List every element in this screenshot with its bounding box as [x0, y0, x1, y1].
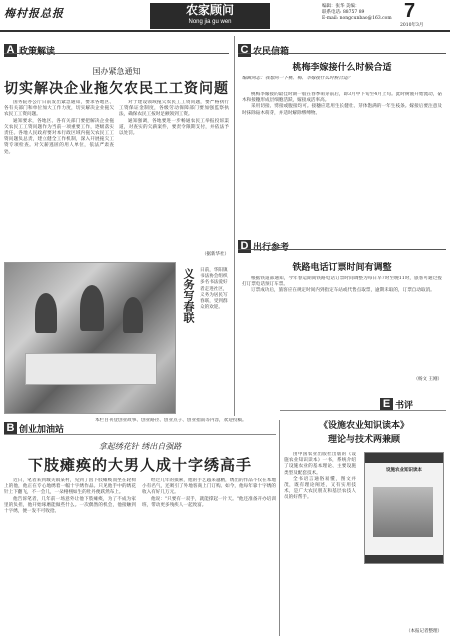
masthead-meta: [322, 4, 402, 22]
section-a-kicker: 国办紧急通知: [92, 67, 141, 76]
section-a-name: 政策解读: [19, 47, 56, 57]
section-b-intro: 本栏目刊登创业故事、创业路径、创业点子、创业指南等内容，欢迎投稿。: [95, 418, 247, 423]
article-paragraph: 通知强调，各地要进一步畅通农民工举报投诉渠道，对查实的欠薪案件，要责令限期支付，并依法予以处罚。: [119, 118, 229, 137]
article-paragraph: 采用切接、劈接或腹接均可。接穗应选用生长健壮、芽体饱满的一年生枝条。嫁接后要注意及时抹除砧木萌芽，并适时解除绑缚物。: [242, 104, 442, 116]
book-cover: [364, 452, 444, 564]
section-b-body-col2: [142, 478, 276, 636]
page-title-box: [150, 3, 270, 29]
section-a-header: [4, 40, 229, 57]
section-c-headline: 桃梅李嫁接什么时候合适: [292, 63, 392, 73]
section-e-header: [380, 394, 446, 411]
article-paragraph: 国务院办公厅日前发出紧急通知，要求各地区、各有关部门和单位加大工作力度，切实解决企业拖欠农民工工资问题。: [4, 100, 114, 118]
article-paragraph: 桃梅李嫁接的最佳时期一般在春季萌芽前后，即3月中下旬至4月上旬。此时树液开始流动，砧木和接穗形成层细胞活跃，嫁接成活率高。: [242, 92, 442, 104]
section-c-body: [242, 92, 442, 232]
section-b-name: 创业加油站: [19, 425, 65, 435]
article-paragraph: 对于建设领域拖欠农民工工资问题，要严格执行工资保证金制度，各级劳动保障部门要加强监察执法，确保农民工按时足额领到工资。: [119, 100, 229, 118]
section-e-headline-2: 理论与技术两兼顾: [327, 435, 400, 445]
section-e-letter: E: [380, 398, 393, 411]
book-cover-title: 设施农业知识读本: [386, 468, 422, 473]
photo-caption-title: 义务写春联: [182, 268, 195, 323]
section-d-credit: （杨文 王刚）: [413, 377, 442, 382]
section-b-headline: 下肢瘫痪的大男人成十字绣高手: [27, 456, 252, 474]
page-title-pinyin: Nong jia gu wen: [188, 19, 232, 25]
section-d-letter: D: [238, 240, 251, 253]
article-paragraph: 他告诉笔者，几年前一场意外让他下肢瘫痪，为了不成为家里的负担，他开始琢磨能做些什么。一次偶然的机会，他接触到十字绣，便一发不可收拾。: [4, 496, 136, 515]
article-paragraph: 订票成功后，旅客应在规定时间内到指定车站或代售点取票，逾期未取的，订票自动取消。: [251, 288, 435, 294]
news-photo: [4, 262, 176, 414]
article-paragraph: 根据铁道部通知，今年春运期间铁路电话订票时间调整为每日早7时至晚11时，旅客可通过拨打订票电话预订车票。: [242, 276, 442, 288]
section-a-letter: A: [4, 44, 17, 57]
section-d-body: [242, 276, 442, 371]
section-d-headline: 铁路电话订票时间有调整: [292, 263, 392, 273]
article-paragraph: 全书语言通俗易懂，图文并茂，既有理论阐述，又有实用技术，是广大农民朋友和基层农技人员的好帮手。: [284, 476, 356, 501]
section-b-letter: B: [4, 422, 17, 435]
section-e-headline-1: 《设施农业知识读本》: [318, 421, 409, 431]
section-e-body: [284, 452, 356, 622]
newspaper-logo: 梅村报总报: [4, 7, 64, 20]
section-b-body-col1: [4, 478, 136, 636]
photo-caption: 日前，华阳镇书法协会组织多名书法爱好者走进社区，义务为居民写春联，受到群众的欢迎。: [200, 268, 228, 311]
section-e-name: 书评: [395, 401, 414, 411]
section-a-body-col1: [4, 100, 114, 245]
section-c-name: 农民信箱: [253, 47, 290, 57]
section-c-header: [238, 40, 446, 57]
article-paragraph: 经过几年的摸索，他的手艺越来越精，绣出的作品不仅在本地小有名气，还吸引了外地客商上门订购。如今，他每年靠十字绣的收入有好几万元。: [142, 478, 276, 496]
article-paragraph: 近日，笔者来到城关镇某村，见到了因下肢瘫痪而坐在轮椅上的他，他正在专心地绣着一幅十字绣作品。只见他手中的绣花针上下翻飞，不一会儿，一朵栩栩如生的牡丹便跃然布上。: [4, 478, 136, 496]
section-c-letter: C: [238, 44, 251, 57]
section-c-question: 编辑同志：我想问一下桃、梅、李嫁接什么时候合适？: [242, 76, 353, 81]
section-a-headline: 切实解决企业拖欠农民工工资问题: [4, 81, 229, 97]
article-paragraph: 他说："只要有一双手，就能撑起一片天。"他还准备开办培训班，带动更多残疾人一起致富。: [142, 496, 276, 508]
meta-editor: 编辑：张华 美编：: [322, 4, 360, 9]
page-title: 农家顾问: [185, 3, 234, 17]
section-a-body-col2: [119, 100, 229, 250]
masthead: [0, 0, 450, 32]
section-a-credit: （据新华社）: [202, 252, 229, 257]
issue-date: 2010年3月: [400, 23, 424, 28]
section-b-kicker: 拿起绣花针 绣出自强路: [98, 442, 182, 451]
meta-phone: 联系电话: 88757 89: [322, 10, 365, 15]
article-paragraph: 由中国农业出版社出版的《设施农业知识读本》一书，系统介绍了设施农业的基本理论、主要设施类型及配套技术。: [284, 452, 356, 476]
article-paragraph: 通知要求，各地区、各有关部门要把解决企业拖欠农民工工资问题作为当前一项重要工作，逐级落实责任。各地人民政府要对本行政区域内拖欠农民工工资问题负总责，建立健全工作机制，深入开展拖欠工资专项检查。对欠薪逃匿的用人单位，依法严肃查处。: [4, 118, 114, 155]
section-e-credit: （本报记者整理）: [406, 629, 442, 634]
section-d-header: [238, 236, 446, 253]
page-number: 7: [404, 0, 416, 22]
section-d-name: 出行参考: [253, 243, 290, 253]
meta-email: E-mail: nongcunbao@163.com: [322, 16, 392, 21]
